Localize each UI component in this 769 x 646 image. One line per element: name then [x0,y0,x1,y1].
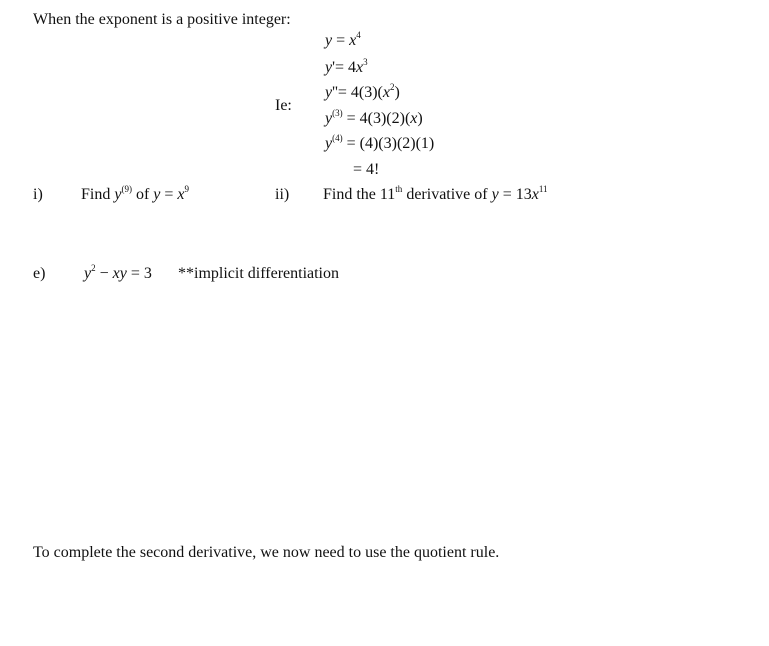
derivative-line-4: $y^{(3)} = 4(3)(2)(x)$ [325,107,423,127]
derivative-line-5: $y^{(4)} = (4)(3)(2)(1)$ [325,132,435,152]
intro-text: When the exponent is a positive integer: [33,11,291,28]
question-i-text: Find $y^{(9)}$ of $y = x^9$ [81,183,190,203]
footer-text: To complete the second derivative, we now need to use the quotient rule. [33,544,500,561]
ie-label: Ie: [275,97,292,114]
question-ii-label: ii) [275,186,290,203]
question-e-label: e) [33,265,46,282]
question-i-label: i) [33,186,43,203]
derivative-line-1: $y = x^4$ [325,29,361,49]
implicit-note: **implicit differentiation [178,265,339,282]
derivative-line-3: $y''= 4(3)(x^2)$ [325,81,400,101]
derivative-line-2: $y'= 4x^3$ [325,56,368,76]
question-ii-text: Find the 11th derivative of $y = 13x^{11}$ [323,183,548,203]
question-e-equation: $y^2$ − xy = 3 [84,262,152,282]
derivative-line-6: = 4! [353,161,380,178]
